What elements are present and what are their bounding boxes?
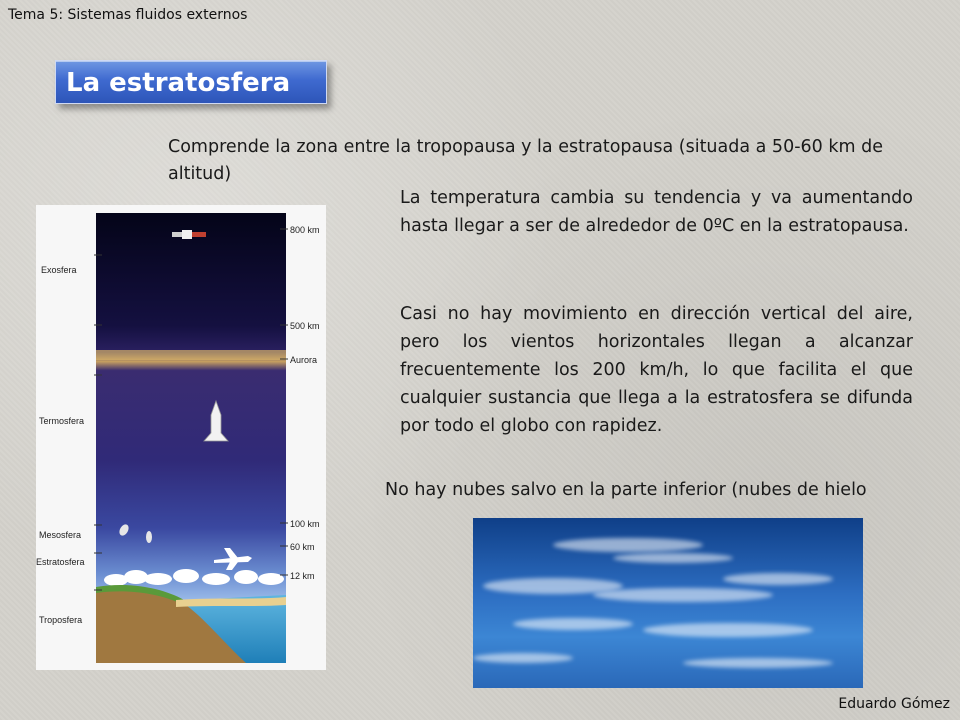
slide-header: Tema 5: Sistemas fluidos externos [8,7,248,23]
cirrus-clouds-photo [473,518,863,688]
layer-label-estratosfera: Estratosfera [36,557,85,567]
altitude-100: 100 km [290,519,320,529]
layer-label-troposfera: Troposfera [39,615,83,625]
paragraph-temperature: La temperatura cambia su tendencia y va aumentando hasta llegar a ser de alrededor de 0ºC en la estratopausa. [400,188,913,236]
altitude-aurora: Aurora [290,355,318,365]
layer-label-termosfera: Termosfera [39,416,85,426]
altitude-800: 800 km [290,225,320,235]
paragraph-winds: Casi no hay movimiento en dirección vertical del aire, pero los vientos horizontales llegan a alcanzar frecuentemente los 200 km/h, lo que facilita el que cualquier sustancia que llega a la estratosfera se difunda por todo el globo con rapidez. [400,304,913,436]
altitude-500: 500 km [290,321,320,331]
slide-title: La estratosfera [55,60,327,104]
aurora-band [96,350,286,360]
altitude-12: 12 km [290,571,315,581]
layer-label-exosfera: Exosfera [41,265,77,275]
author-footer: Eduardo Gómez [838,696,950,712]
intro-text: Comprende la zona entre la tropopausa y la estratopausa (situada a 50-60 km de altitud) [168,137,883,184]
altitude-60: 60 km [290,542,315,552]
clouds-text: No hay nubes salvo en la parte inferior (nubes de hielo [385,480,867,500]
atmosphere-diagram [36,205,326,670]
layer-label-mesosfera: Mesosfera [39,530,82,540]
